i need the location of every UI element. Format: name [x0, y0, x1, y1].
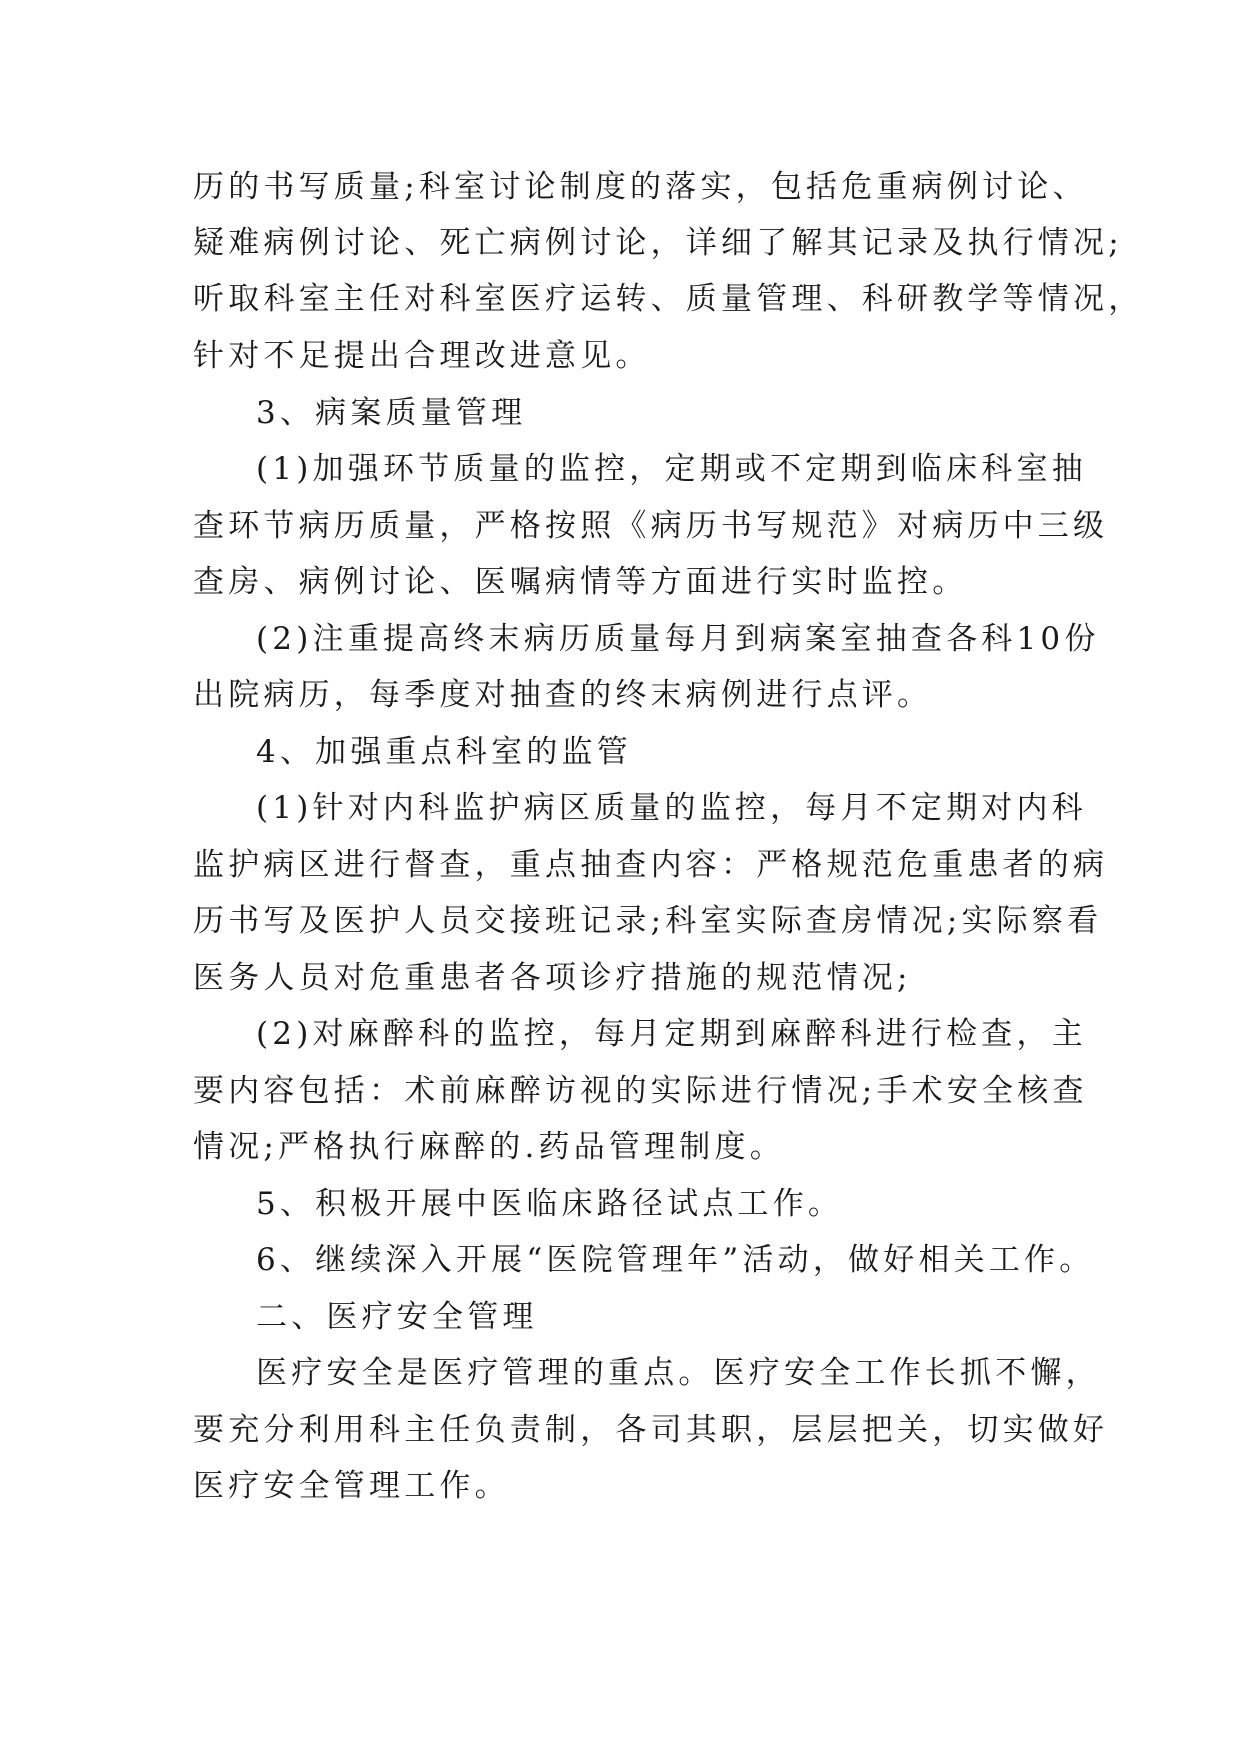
text-line: 监护病区进行督查，重点抽查内容：严格规范危重患者的病 — [193, 847, 1109, 883]
section-heading: 4、加强重点科室的监管 — [256, 734, 632, 770]
section-heading: 3、病案质量管理 — [256, 395, 527, 431]
text-line: 6、继续深入开展“医院管理年”活动，做好相关工作。 — [256, 1242, 1095, 1278]
text-line: 听取科室主任对科室医疗运转、质量管理、科研教学等情况， — [193, 281, 1144, 317]
text-line: 历的书写质量;科室讨论制度的落实，包括危重病例讨论、 — [193, 169, 1088, 205]
text-line: 要充分利用科主任负责制，各司其职，层层把关，切实做好 — [193, 1412, 1109, 1448]
text-line: 历书写及医护人员交接班记录;科室实际查房情况;实际察看 — [193, 903, 1103, 939]
text-line: (2)注重提高终末病历质量每月到病案室抽查各科10份 — [256, 621, 1100, 657]
text-line: 5、积极开展中医临床路径试点工作。 — [256, 1186, 844, 1222]
text-line: (1)针对内科监护病区质量的监控，每月不定期对内科 — [256, 790, 1087, 826]
text-line: (2)对麻醉科的监控，每月定期到麻醉科进行检查，主 — [256, 1016, 1087, 1052]
text-line: 出院病历，每季度对抽查的终末病例进行点评。 — [193, 677, 933, 713]
text-line: 医疗安全管理工作。 — [193, 1468, 510, 1504]
text-line: 情况;严格执行麻醉的.药品管理制度。 — [193, 1129, 785, 1165]
text-line: 查房、病例讨论、医嘱病情等方面进行实时监控。 — [193, 564, 968, 600]
text-line: 查环节病历质量，严格按照《病历书写规范》对病历中三级 — [193, 508, 1109, 544]
text-line: 针对不足提出合理改进意见。 — [193, 338, 651, 374]
text-line: 要内容包括：术前麻醉访视的实际进行情况;手术安全核查 — [193, 1073, 1088, 1109]
text-line: 医务人员对危重患者各项诊疗措施的规范情况; — [193, 960, 912, 996]
text-line: (1)加强环节质量的监控，定期或不定期到临床科室抽 — [256, 451, 1087, 487]
section-heading: 二、医疗安全管理 — [256, 1299, 538, 1335]
text-line: 医疗安全是医疗管理的重点。医疗安全工作长抓不懈， — [256, 1355, 1101, 1391]
text-line: 疑难病例讨论、死亡病例讨论，详细了解其记录及执行情况; — [193, 225, 1123, 261]
